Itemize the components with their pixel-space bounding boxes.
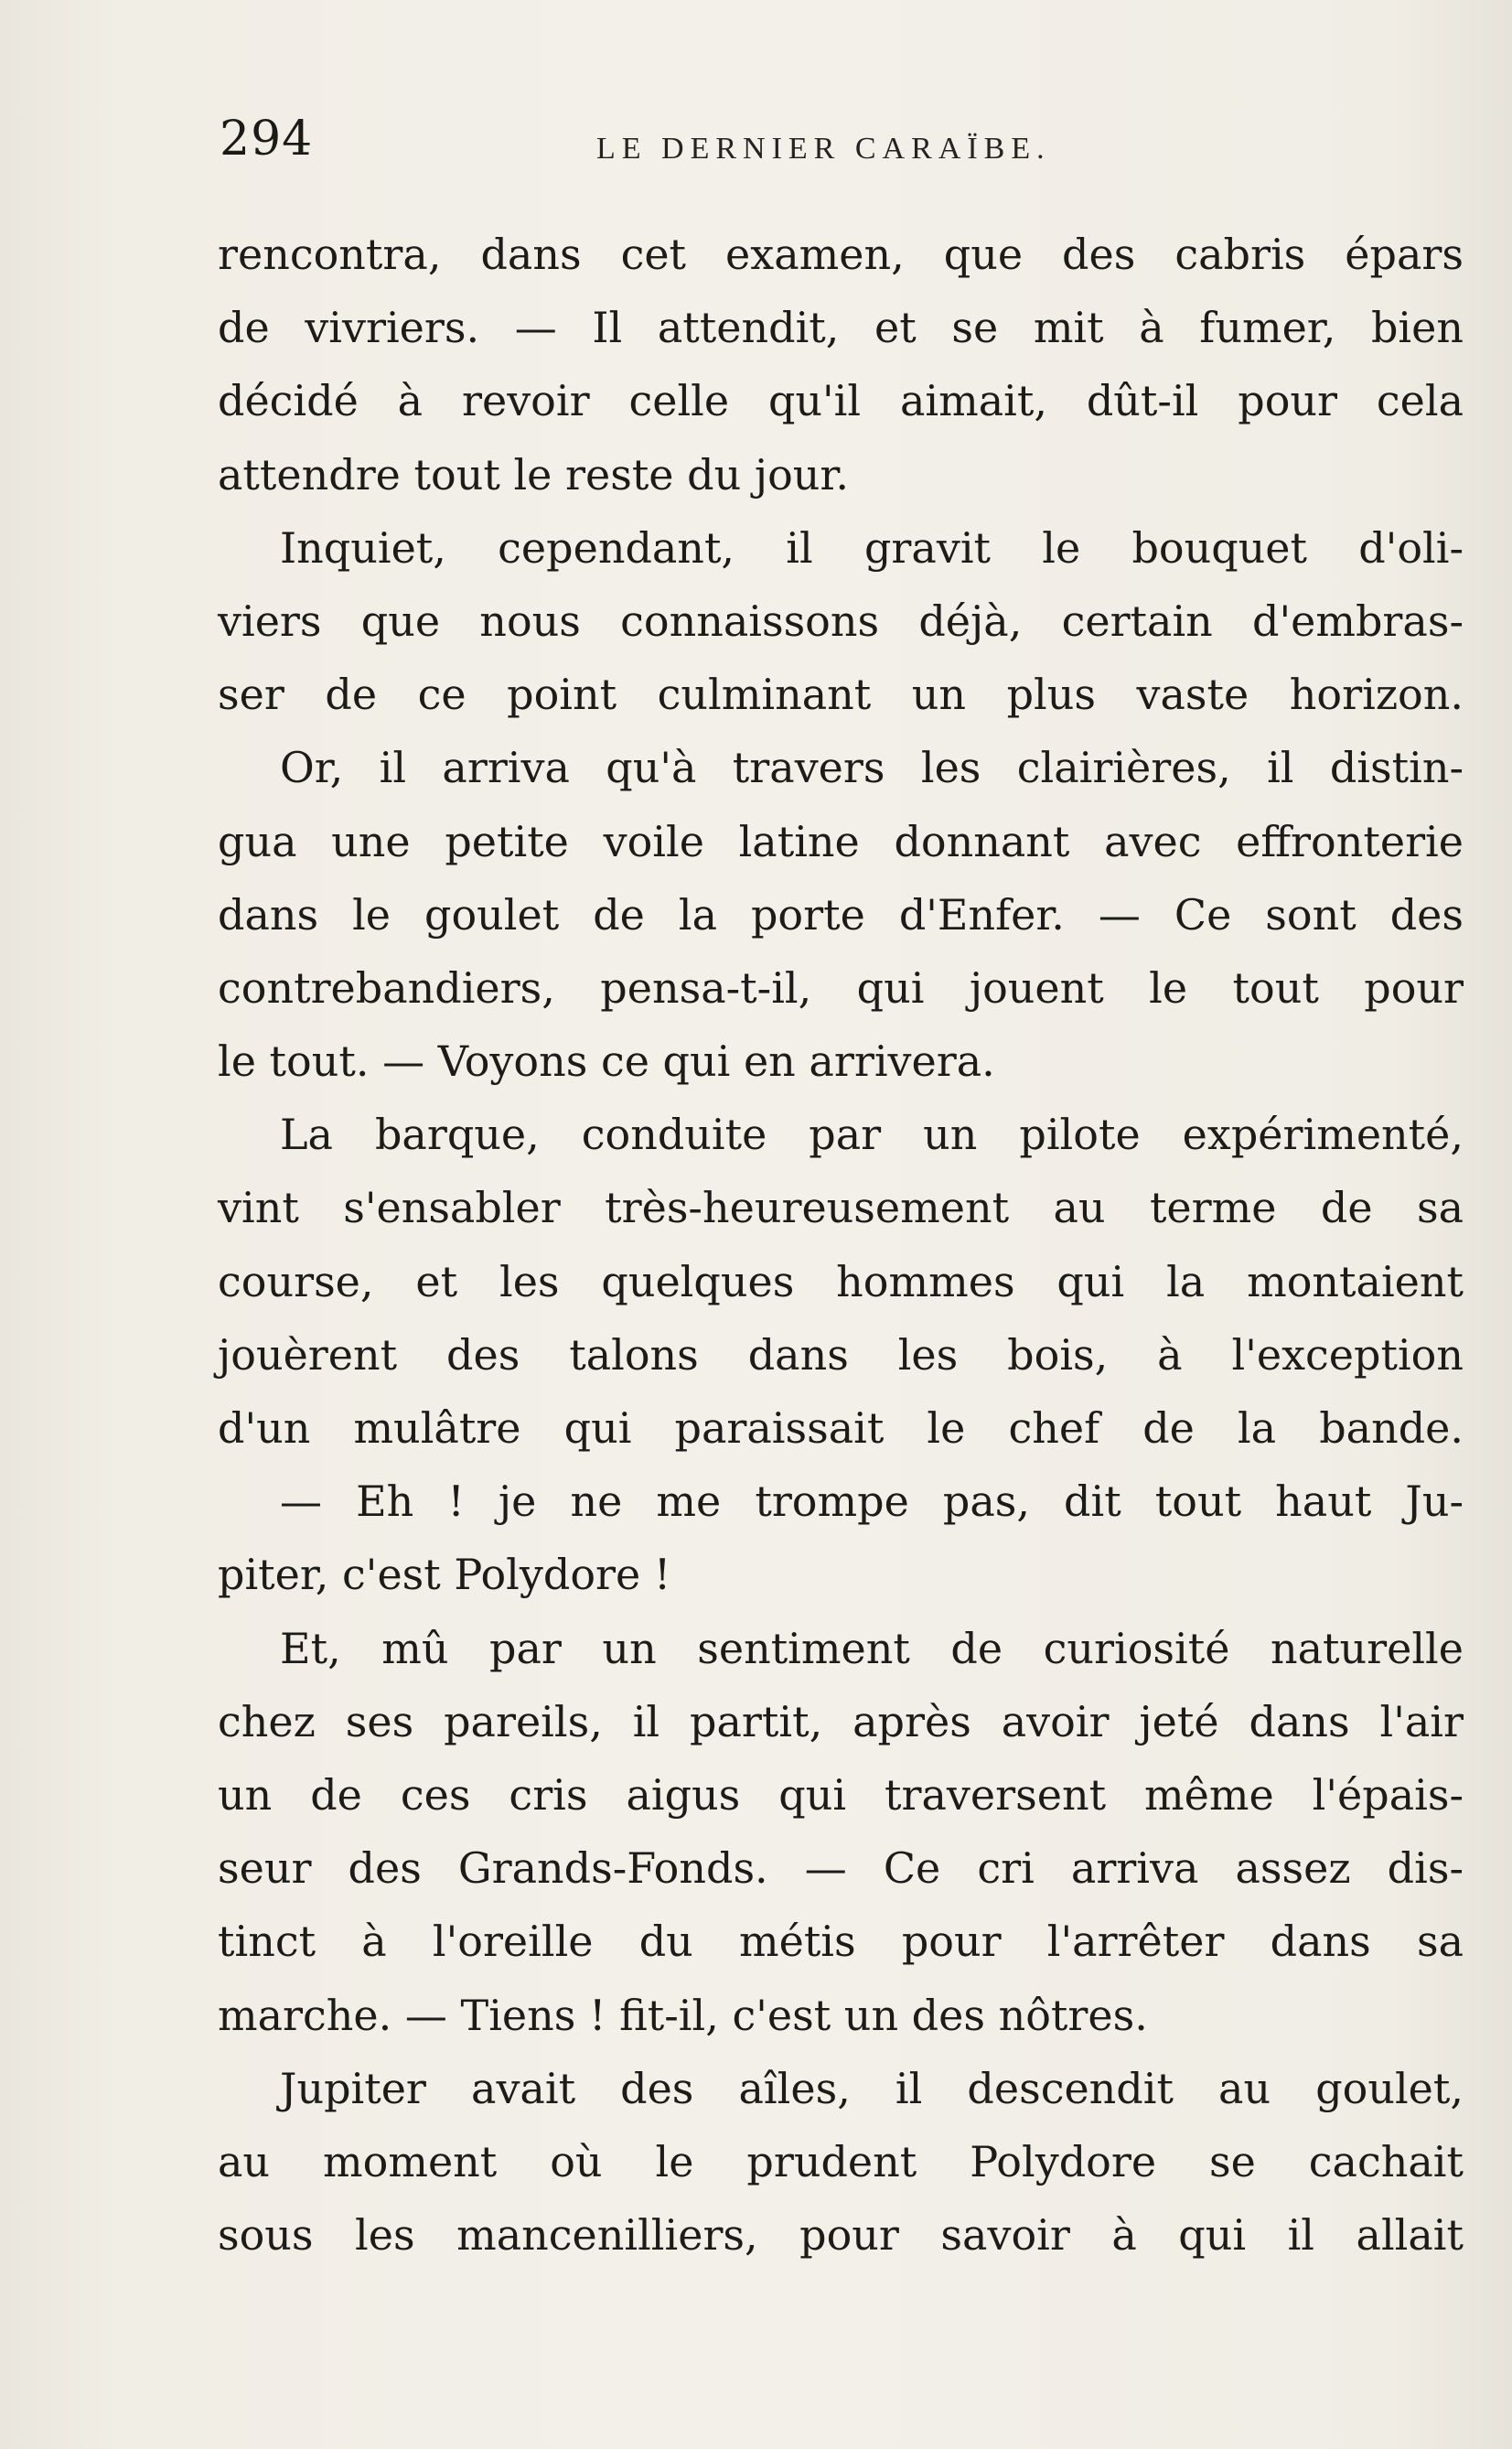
page-number: 294 (220, 112, 314, 166)
text-line: course, et les quelques hommes qui la montaient (218, 1256, 1464, 1306)
body-text (218, 218, 1464, 2272)
text-line: rencontra, dans cet examen, que des cabris épars (218, 230, 1464, 279)
page-header (220, 112, 1464, 185)
text-line: contrebandiers, pensa-t-il, qui jouent le tout pour (218, 962, 1464, 1013)
text-line: attendre tout le reste du jour. (218, 449, 849, 499)
text-line: sous les mancenilliers, pour savoir à qui il allait (218, 2210, 1464, 2261)
text-line: chez ses pareils, il partit, après avoir jeté dans l'air (218, 1696, 1464, 1746)
text-line: La barque, conduite par un pilote expérimenté, (280, 1110, 1464, 1160)
text-line: Or, il arriva qu'à travers les clairières, il distin- (280, 743, 1464, 793)
text-line: — Eh ! je ne me trompe pas, dit tout haut Ju- (280, 1477, 1464, 1527)
text-line: marche. — Tiens ! fit-il, c'est un des nôtres. (218, 1990, 1148, 2040)
text-line: dans le goulet de la porte d'Enfer. — Ce sont des (218, 889, 1464, 940)
text-line: un de ces cris aigus qui traversent même l'épais- (218, 1769, 1464, 1820)
text-line: Jupiter avait des aîles, il descendit au goulet, (280, 2063, 1464, 2113)
running-title: LE DERNIER CARAÏBE. (596, 132, 1051, 166)
text-line: seur des Grands-Fonds. — Ce cri arriva assez dis- (218, 1843, 1464, 1894)
text-line: de vivriers. — Il attendit, et se mit à fumer, bien (218, 303, 1464, 353)
text-line: vint s'ensabler très-heureusement au terme de sa (218, 1183, 1464, 1233)
text-line: au moment où le prudent Polydore se cachait (218, 2136, 1464, 2186)
text-line: Et, mû par un sentiment de curiosité naturelle (280, 1623, 1464, 1673)
text-line: tinct à l'oreille du métis pour l'arrêter dans sa (218, 1917, 1464, 1967)
text-line: gua une petite voile latine donnant avec effronterie (218, 816, 1464, 866)
text-line: ser de ce point culminant un plus vaste horizon. (218, 670, 1464, 720)
text-line: décidé à revoir celle qu'il aimait, dût-il pour cela (218, 376, 1464, 426)
text-line: viers que nous connaissons déjà, certain d'embras- (218, 596, 1464, 646)
text-line: d'un mulâtre qui paraissait le chef de la bande. (218, 1403, 1464, 1453)
text-line: jouèrent des talons dans les bois, à l'exception (218, 1329, 1464, 1380)
text-line: Inquiet, cependant, il gravit le bouquet d'oli- (280, 522, 1464, 573)
text-line: le tout. — Voyons ce qui en arrivera. (218, 1037, 995, 1087)
text-line: piter, c'est Polydore ! (218, 1550, 671, 1600)
